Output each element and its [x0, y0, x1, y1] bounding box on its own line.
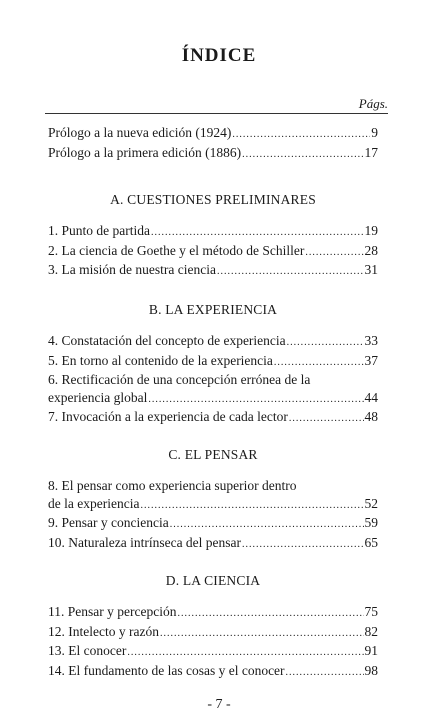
toc-entry[interactable]: [48, 242, 378, 262]
leader-dots: [305, 244, 363, 262]
section-heading: B. LA EXPERIENCIA: [148, 302, 278, 317]
leader-dots: [160, 625, 364, 643]
toc-entry-title: 1. Punto de partida: [48, 223, 150, 238]
toc-entry-title: 7. Invocación a la experiencia de cada lector: [48, 409, 288, 424]
toc-entry-title: 4. Constatación del concepto de experiencia: [48, 333, 286, 348]
leader-dots: [286, 664, 364, 682]
pages-column-label: Págs.: [358, 96, 388, 111]
toc-entry[interactable]: [48, 389, 378, 409]
leader-dots: [217, 263, 364, 281]
leader-dots: [242, 536, 363, 554]
toc-entry-page: 91: [364, 643, 378, 658]
section-c: [48, 447, 378, 553]
toc-entry[interactable]: [48, 534, 378, 554]
toc-entry-page: 65: [364, 534, 378, 550]
toc-entry-page: 98: [364, 662, 378, 678]
toc-entry-page: 28: [364, 242, 378, 258]
toc-entry-title[interactable]: 6. Rectificación de una concepción errónea de la: [48, 372, 311, 387]
section-heading: A. CUESTIONES PRELIMINARES: [110, 192, 316, 207]
toc-entry-title[interactable]: 8. El pensar como experiencia superior dentro: [48, 478, 297, 493]
toc-entry-title: 2. La ciencia de Goethe y el método de Schiller: [48, 242, 305, 258]
page-number: - 7 -: [207, 697, 231, 712]
toc-entry-page: 82: [364, 623, 378, 639]
toc-entry-continuation: experiencia global: [48, 389, 148, 405]
section-heading: C. EL PENSAR: [168, 447, 258, 462]
toc-entry-page: 37: [364, 352, 378, 368]
leader-dots: [232, 126, 370, 144]
toc-entry[interactable]: [48, 261, 378, 281]
leader-dots: [148, 391, 363, 409]
section-b: [48, 302, 378, 428]
leader-dots: [140, 497, 363, 515]
leader-dots: [127, 644, 363, 662]
toc-entry[interactable]: [48, 603, 378, 623]
toc-entry-page: 17: [364, 144, 378, 160]
toc-entry-page: 9: [371, 125, 378, 140]
toc-entry-title: 14. El fundamento de las cosas y el conocer: [48, 662, 285, 678]
leader-dots: [151, 224, 364, 242]
toc-entry[interactable]: [48, 662, 378, 682]
toc-entry[interactable]: [48, 495, 378, 515]
toc-entry-continuation: de la experiencia: [48, 495, 140, 511]
toc-entry[interactable]: [48, 408, 378, 428]
toc-entry-page: 31: [364, 262, 378, 277]
section-heading: D. LA CIENCIA: [165, 573, 261, 588]
toc-entry-title: 9. Pensar y conciencia: [48, 515, 169, 530]
leader-dots: [177, 605, 363, 623]
toc-entry[interactable]: [48, 332, 378, 352]
toc-entry[interactable]: [48, 352, 378, 372]
toc-entry-title: Prólogo a la nueva edición (1924): [48, 125, 232, 140]
toc-entry-title: 11. Pensar y percepción: [48, 604, 177, 619]
toc-entry-title: Prólogo a la primera edición (1886): [48, 144, 242, 160]
toc-entry[interactable]: [48, 623, 378, 643]
leader-dots: [289, 410, 364, 428]
leader-dots: [274, 354, 364, 372]
toc-entry[interactable]: [48, 144, 378, 164]
toc-entry-title: 12. Intelecto y razón: [48, 623, 159, 639]
toc-entry-title: 10. Naturaleza intrínseca del pensar: [48, 534, 242, 550]
toc-entry-page: 33: [364, 333, 378, 348]
toc-entry[interactable]: [48, 642, 378, 662]
toc-entry-page: 59: [364, 515, 378, 530]
toc-entry-page: 48: [364, 409, 378, 424]
toc-entry-title: 5. En torno al contenido de la experiencia: [48, 352, 273, 368]
leader-dots: [287, 334, 364, 352]
toc-entry-title: 13. El conocer: [48, 643, 127, 658]
section-d: [48, 573, 378, 681]
toc-entry-page: 52: [364, 495, 378, 511]
toc-entry-page: 19: [364, 223, 378, 238]
toc-entry[interactable]: [48, 514, 378, 534]
toc-entry-page: 44: [364, 389, 378, 405]
toc-entry[interactable]: [48, 124, 378, 144]
leader-dots: [170, 516, 364, 534]
toc-entry[interactable]: [48, 222, 378, 242]
page-title: ÍNDICE: [181, 45, 257, 66]
section-a: [48, 192, 378, 281]
header-rule: [45, 113, 388, 114]
toc-entry-page: 75: [364, 604, 378, 619]
toc-entry-title: 3. La misión de nuestra ciencia: [48, 262, 216, 277]
leader-dots: [242, 146, 363, 164]
prologue-list: [48, 124, 378, 163]
